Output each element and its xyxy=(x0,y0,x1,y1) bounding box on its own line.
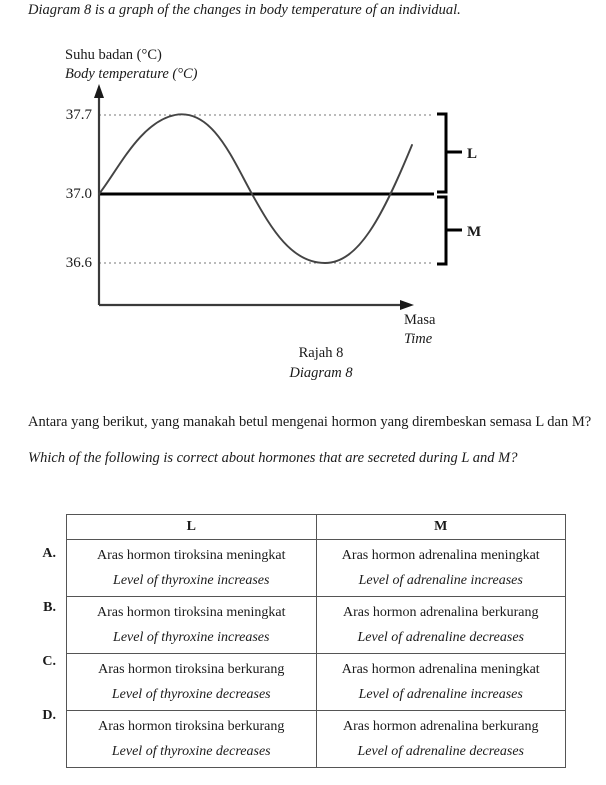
table-row[interactable] xyxy=(67,711,566,768)
y-axis-arrow xyxy=(94,84,104,98)
option-c-l-cell[interactable] xyxy=(67,654,317,711)
option-a-m-cell[interactable] xyxy=(316,540,566,597)
option-b-m-cell[interactable] xyxy=(316,597,566,654)
option-a-m-en: Level of adrenaline increases xyxy=(358,573,523,588)
bracket-label-l: L xyxy=(467,146,478,162)
question-text xyxy=(28,409,593,472)
option-c-l-en: Level of thyroxine decreases xyxy=(111,687,271,702)
column-header-m: M xyxy=(316,515,566,540)
option-d-l-cell[interactable] xyxy=(67,711,317,768)
option-a-l-cell[interactable] xyxy=(67,540,317,597)
option-d-l-en: Level of thyroxine decreases xyxy=(111,744,271,759)
options-table xyxy=(66,514,566,768)
table-row[interactable] xyxy=(67,540,566,597)
x-axis-arrow xyxy=(400,300,414,310)
column-header-l: L xyxy=(67,515,317,540)
option-d-l-ms: Aras hormon tiroksina berkurang xyxy=(98,719,285,734)
y-axis-title-en: Body temperature (°C) xyxy=(65,66,198,82)
option-c-m-en: Level of adrenaline increases xyxy=(358,687,523,702)
option-letter-d[interactable]: D. xyxy=(42,708,56,723)
y-axis-title-ms: Suhu badan (°C) xyxy=(65,47,162,63)
option-c-m-cell[interactable] xyxy=(316,654,566,711)
question-text-ms: Antara yang berikut, yang manakah betul mengenai hormon yang dirembeskan semasa L dan M? xyxy=(28,414,592,430)
figure-caption-en: Diagram 8 xyxy=(289,365,353,381)
x-axis-label-en: Time xyxy=(404,331,433,347)
temperature-curve xyxy=(99,114,412,263)
table-header-row xyxy=(67,515,566,540)
option-a-l-en: Level of thyroxine increases xyxy=(113,573,270,588)
table-row[interactable] xyxy=(67,654,566,711)
option-letter-c[interactable]: C. xyxy=(42,654,56,669)
option-d-m-en: Level of adrenaline decreases xyxy=(357,744,525,759)
option-letter-a[interactable]: A. xyxy=(42,546,56,561)
option-b-m-ms: Aras hormon adrenalina berkurang xyxy=(342,605,539,620)
options-table-wrap xyxy=(22,514,574,768)
graph-plot-area xyxy=(0,40,606,390)
option-letter-b[interactable]: B. xyxy=(43,600,56,615)
table-row[interactable] xyxy=(67,597,566,654)
question-text-en: Which of the following is correct about hormones that are secreted during L and M? xyxy=(28,450,518,466)
diagram-8-graph xyxy=(0,40,606,390)
option-b-l-en: Level of thyroxine increases xyxy=(113,630,270,645)
option-a-m-ms: Aras hormon adrenalina meningkat xyxy=(341,548,540,563)
y-tick-label-36-6: 36.6 xyxy=(65,255,92,271)
option-b-l-cell[interactable] xyxy=(67,597,317,654)
option-a-l-ms: Aras hormon tiroksina meningkat xyxy=(96,548,286,563)
option-b-m-en: Level of adrenaline decreases xyxy=(357,630,525,645)
option-c-l-ms: Aras hormon tiroksina berkurang xyxy=(98,662,285,677)
figure-caption-ms: Rajah 8 xyxy=(298,345,344,361)
option-c-m-ms: Aras hormon adrenalina meningkat xyxy=(341,662,540,677)
intro-sentence: Diagram 8 is a graph of the changes in body temperature of an individual. xyxy=(28,2,461,18)
x-axis-label-ms: Masa xyxy=(404,312,436,328)
option-d-m-cell[interactable] xyxy=(316,711,566,768)
option-b-l-ms: Aras hormon tiroksina meningkat xyxy=(96,605,286,620)
bracket-label-m: M xyxy=(467,224,482,240)
y-tick-label-37-0: 37.0 xyxy=(65,186,92,202)
y-tick-label-37-7: 37.7 xyxy=(65,107,92,123)
option-d-m-ms: Aras hormon adrenalina berkurang xyxy=(342,719,539,734)
